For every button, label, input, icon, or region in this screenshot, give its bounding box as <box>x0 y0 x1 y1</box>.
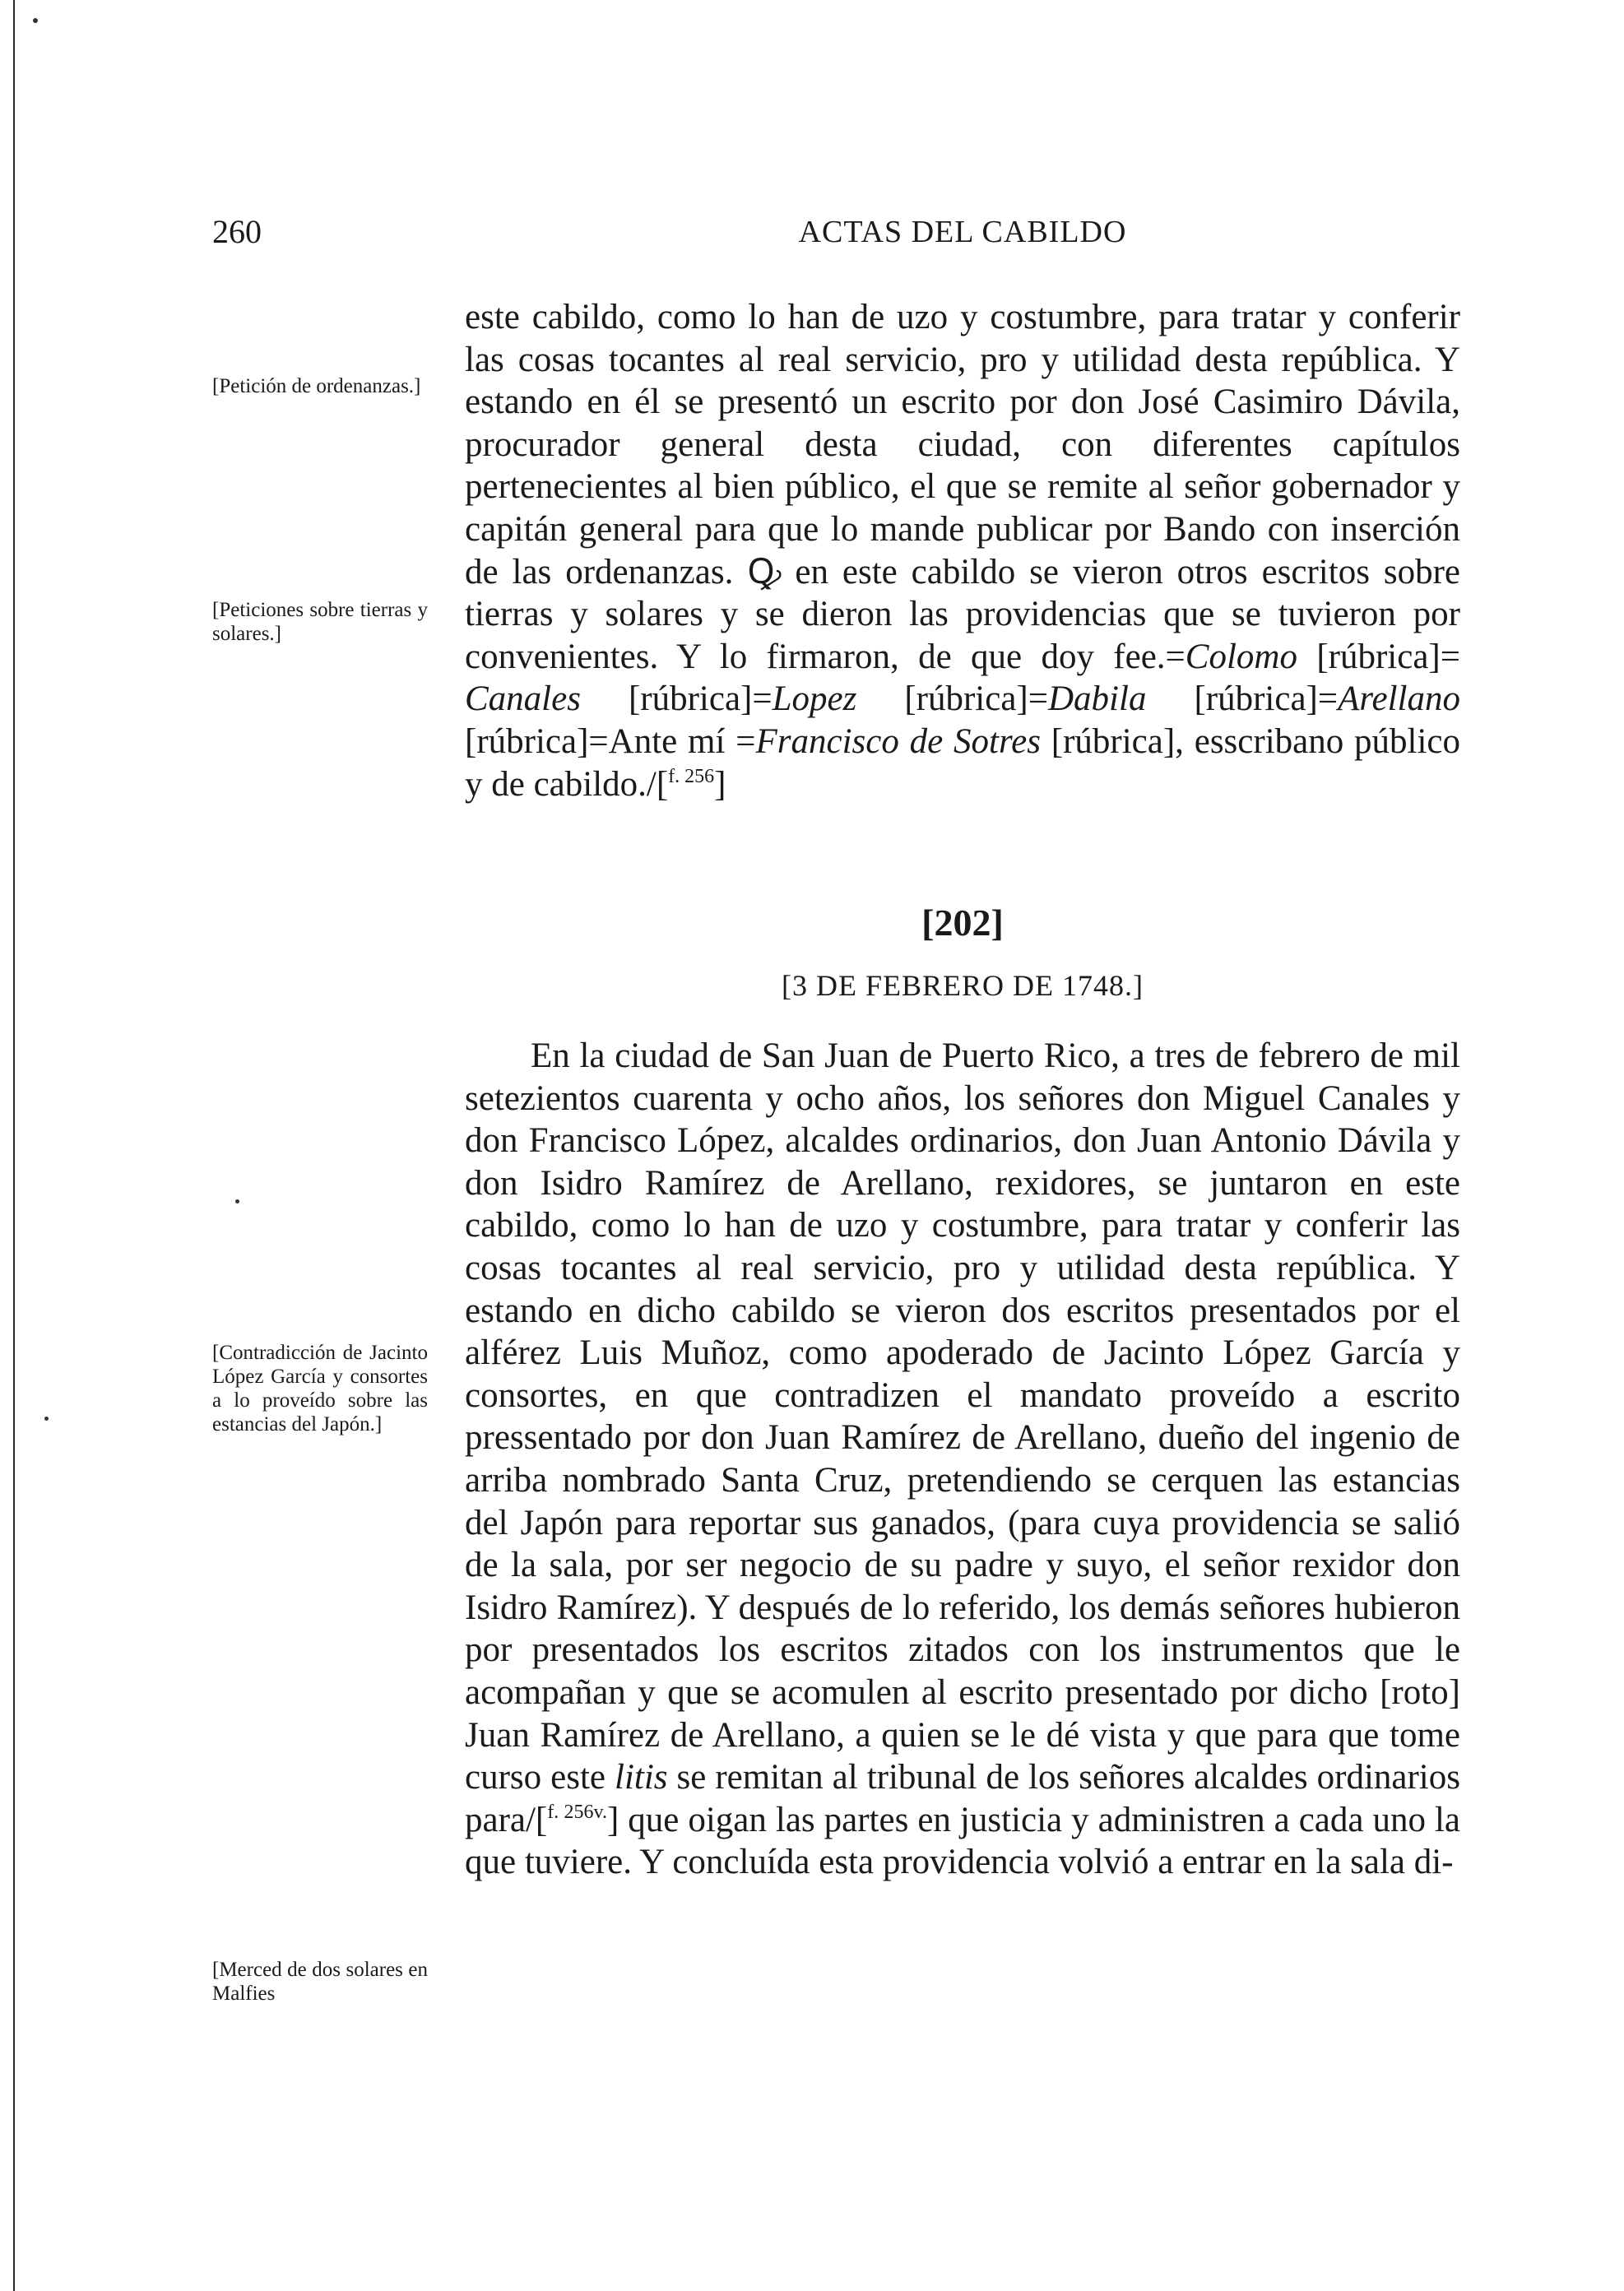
pen-mark <box>44 1417 49 1421</box>
folio-marker: f. 256v. <box>547 1801 607 1823</box>
margin-note: [Contradicción de Jacinto López García y consortes a lo proveído sobre las estancias del Japón.] <box>212 1342 428 1435</box>
handwritten-mark: Ꝙ <box>747 552 782 591</box>
signature: Colomo <box>1185 637 1297 676</box>
page-edge <box>13 0 15 2291</box>
paragraph-entry-202: En la ciudad de San Juan de Puerto Rico, a tres de febrero de mil setezientos cuarenta y ocho años, los señores don Miguel Canales y don Francisco López, alcaldes ordinarios, don Juan Antonio Dávila y don Isidro Ramírez de Arellano, rexidores, se juntaron en este cabildo, como lo han de uzo y costumbre, para tratar y conferir las cosas tocantes al real servicio, pro y utilidad desta república. Y estando en dicho cabildo se vieron dos escritos presentados por el alférez Luis Muñoz, como apoderado de Jacinto López García y consortes, en que contradizen el mandato proveído a escrito pressentado por don Juan Ramírez de Arellano, dueño del ingenio de arriba nombrado Santa Cruz, pretendiendo se cerquen las estancias del Japón para reportar sus ganados, (para cuya providencia se salió de la sala, por ser negocio de su padre y suyo, el señor rexidor don Isidro Ramírez). Y después de lo referido, los demás señores hubieron por presentados los escritos zitados con los instrumentos que le acompañan y que se acomulen al escrito presentado por dicho [roto] Juan Ramírez de Arellano, a quien se le dé vista y que para que tome curso este litis se remitan al tribunal de los señores alcaldes ordinarios para/[$^{f. 256v.}$] que oigan las partes en justicia y administren a cada uno la que tuviere. Y concluída esta providencia volvió a entrar en la sala di- <box>465 1037 1460 1882</box>
signature: Dabila <box>1048 679 1147 719</box>
signature: Canales <box>465 679 581 719</box>
folio-marker: f. 256 <box>668 765 715 787</box>
entry-number: [202] <box>921 902 1004 944</box>
signature: Arellano <box>1338 679 1460 719</box>
signature: Francisco de Sotres <box>755 721 1041 761</box>
latin-term: litis <box>615 1758 668 1797</box>
pen-mark <box>235 1199 239 1203</box>
entry-date: [3 DE FEBRERO DE 1748.] <box>782 969 1144 1002</box>
running-title: ACTAS DEL CABILDO <box>798 215 1127 249</box>
margin-note: [Peticiones sobre tierras y solares.] <box>212 599 428 645</box>
margin-note: [Petición de ordenanzas.] <box>212 375 421 397</box>
page-number: 260 <box>212 213 262 250</box>
paragraph-continued: este cabildo, como lo han de uzo y costumbre, para tratar y conferir las cosas tocantes al real servicio, pro y utilidad desta república. Y estando en él se presentó un escrito por don José Casimiro Dávila, procurador general desta ciudad, con diferentes capítulos pertenecientes al bien público, el que se remite al señor gobernador y capitán general para que lo mande publicar por Bando con inserción de las ordenanzas. Ꝙ en este cabildo se vieron otros escritos sobre tierras y solares y se dieron las providencias que se tuvieron por convenientes. Y lo firmaron, de que doy fee.=Colomo [rúbrica]= Canales [rúbrica]=Lopez [rúbrica]=Dabila [rúbrica]=Arellano [rúbrica]=Ante mí =Francisco de Sotres [rúbrica], esscribano público y de cabildo./[$^{f. 256}$] <box>465 298 1461 804</box>
signature: Lopez <box>772 679 857 719</box>
margin-note: [Merced de dos solares en Malfies <box>212 1959 428 2005</box>
pen-mark <box>33 18 38 23</box>
